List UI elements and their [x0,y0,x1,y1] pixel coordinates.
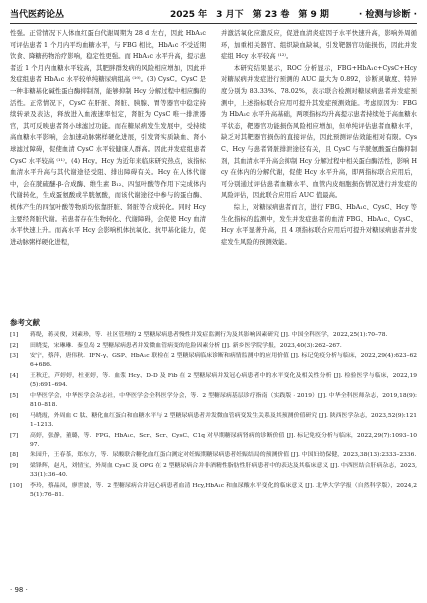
reference-item [10,331,417,340]
reference-text: 田晓雯，宋琳琳．秦皇岛 2 型糖尿病患者并发微血管病变的危险因素分析 [J]. 新乡医学院学报，2023,40(3):262–267. [30,342,342,349]
reference-text: 高婷，张静，董璐，等．FPG、HbA₁c、Scr、Scr、CysC、C1q 对早期糖尿病肾病的诊断价值 [J]. 标记免疫分析与临床，2022,29(7):1093–1097. [30,432,417,448]
header-rule [10,23,417,24]
reference-number: [10] [10,482,23,489]
reference-item [10,392,417,410]
reference-number: [7] [10,432,19,439]
reference-item [10,451,417,460]
reference-number: [1] [10,332,19,338]
reference-item [10,342,417,351]
running-header [10,8,417,22]
right-paragraph-2: 本研究结果显示，ROC 分析显示，FBG+HbA₁c+CysC+Hcy 对糖尿病并发症进行预测的 AUC 最大为 0.892，诊断灵敏度、特异度分别为 83.33%、78.02%，表示联合检测对糖尿病患者并发症预测中，上述指标联合应用可提升其发症预测效能。考虑原因为：FBG 为 HbA₁c 水平升高基础，两项指标均升高提示患者持续处于高血糖水平状态，靶器官功能损伤风险相应增加，但单纯评估患者血糖水平，缺乏对其靶器官损伤的直接评估，因此预测评估效能相对有限。CysC、Hcy 与患者肾脏排泄途径有关，且 CysC 与半胱氨酸蛋白酶抑制剂，其血清水平升高会抑制 Hcy 分解过程中相关蛋白酶活性，影响 Hcy 在体内的分解代谢，促使 Hcy 水平升高，即两指标联合应用后，可分别通过评估患者血糖水平、血管内皮细胞损伤情况进行并发症的风险评估，因此联合应用后 AUC 值最高。 [221,64,417,200]
reference-item [10,462,417,480]
reference-text: 蒋缇，蒋灵俊，刘素珍，等．社区管理的 2 型糖尿病患者慢性并发症监测行为及其影响因素研究 [J]. 中国全科医学，2022,25(1):70–78. [30,332,388,338]
reference-item [10,352,417,370]
right-column [221,28,417,248]
reference-number: [9] [10,463,19,470]
reference-text: 马晓霞，外周血 C 肽、糖化血红蛋白和血糖水平与 2 型糖尿病患者并发微血管病变发生关系及其预测价值研究 [J]. 陕西医学杂志，2023,52(9):1211–1213. [30,412,417,428]
reference-number: [3] [10,353,19,360]
reference-number: [6] [10,412,19,419]
page-number: · 98 · [10,586,28,594]
reference-item [10,412,417,430]
reference-item [10,432,417,450]
reference-number: [4] [10,373,19,380]
reference-text: 王秋迁，芦婷婷，杜亚婷，等．血浆 Hcy、D-D 及 Fib 在 2 型糖尿病并发冠心病患者中的水平变化及相关性分析 [J]. 检验医学与临床，2022,19(5):691–694. [30,373,417,389]
right-paragraph-1: 并激活氧化应激反应，促进血清炎症因子水平快速升高，影响外周循环，加重相关器官、组织缺血缺氧，引发靶器官功能损伤，因此并发症组 Hcy 水平较高 ⁽¹²⁾。 [221,30,417,61]
issue-date: 2025 年 3 月下 第 23 卷 第 9 期 [170,10,329,20]
left-column [10,28,206,248]
reference-item [10,372,417,390]
journal-name: 当代医药论丛 [10,10,65,20]
section-label: · 检测与诊断 · [358,10,417,20]
reference-number: [5] [10,392,19,399]
references-list [10,331,417,502]
left-paragraph-1: 性强。正常情况下人体血红蛋白代谢周期为 28 d 左右，因此 HbA₁c 可评估患者 1 个月内平均血糖水平，与 FBG 相比，HbA₁c 不受近期饮食、降糖药物治疗影响，稳定性更强。而 HbA₁c 水平升高，提示患者近 1 个月内血糖水平较高，其肥胖群发病的风险相应增加，因此并发症组患者 HbA₁c 水平较单纯糖尿病组高 ⁽¹⁰⁾。(3) CysC。CysC 是一种非糖基化碱性蛋白酶抑制剂，能够抑制 Hcy 分解过程中相应酶的活性。正常情况下，CysC 在肝脏、肾脏、胰腺、胃等器官中稳定持续转录及表达，释放进入血液速率恒定，肾脏为 CysC 唯一排泄器官，其可反映患者肾小球滤过功能。而在糖尿病发生发展中，受持续高血糖水平影响，会加速动脉粥样硬化进展，引发肾实质缺血、肾小球滤过障碍，促使血清 CysC 水平较健康人群高。因此并发症组患者 CysC 水平较高 ⁽¹¹⁾。(4) Hcy。Hcy 为近年来临床研究热点，该指标血清水平升高与其代谢途径受阻、排出障碍有关。Hcy 在人体代谢中，会在胱硫醚-β-合成酶、维生素 B₁₂、四氢叶酸等作用下完成体内代谢转化，生成蛋氨酸或半胱氨酸，而该代谢途径中参与的蛋白酶、机体产生的四氢叶酸等物质均依靠肝脏、肾脏等合成转化。同时 Hcy 主要经肾脏代谢。若患者存在生物转化、代谢障碍，会促使 Hcy 血清水平快速上升。而高水平 Hcy 会影响机体抗氧化、抗甲基化能力，促进动脉粥样硬化进程， [10,30,206,246]
reference-text: 中华医学会，中华医学会杂志社，中华医学会全科医学分会，等．2 型糖尿病基层诊疗指南（实践版 · 2019）[J]. 中华全科医师杂志，2019,18(9):810–818. [30,392,417,409]
right-paragraph-3: 综上，对糖尿病患者而言，进行 FBG、HbA₁c、CysC、Hcy 等生化指标的监测中，发生并发症患者的血清 FBG、HbA₁c、CysC、Hcy 水平显著升高，且 4 项指标联合应用后可提升对糖尿病患者并发症发生风险的预测效能。 [221,203,417,246]
references-heading: 参考文献 [10,318,40,327]
reference-number: [8] [10,452,19,459]
reference-item [10,482,417,500]
reference-text: 安宁，蔡萍，唐伟秋．IFN-γ、GSP、HbA₁c 联检在 2 型糖尿病临床诊断和病情监测中的应用价值 [J]. 标记免疫分析与临床，2022,29(4):623–626+686. [30,353,417,369]
reference-number: [2] [10,342,19,349]
reference-text: 朱园升，王春茶，郑东方，等．尿酸联合糖化血红蛋白测定对妊娠期糖尿病患者妊娠结局的预测价值 [J]. 中国妇幼保健，2023,38(13):2333–2336. [30,452,417,459]
reference-text: 梁锋辉，赵凡，刘情宝，外周血 CysC 及 OPG 在 2 型糖尿病合并非酒精性脂肪性肝病患者中的表达及其临床意义 [J]. 中西医结合肝病杂志，2023,33(1):36–40. [30,463,417,479]
reference-text: 李玲，蔡晶凤，廖世波，等．2 型糖尿病合并冠心病患者血清 Hcy,HbA₁c 和血尿酸水平变化的临床意义 [J]. 北华大学学报（自然科学版），2024,25(1):76–81. [30,482,417,498]
